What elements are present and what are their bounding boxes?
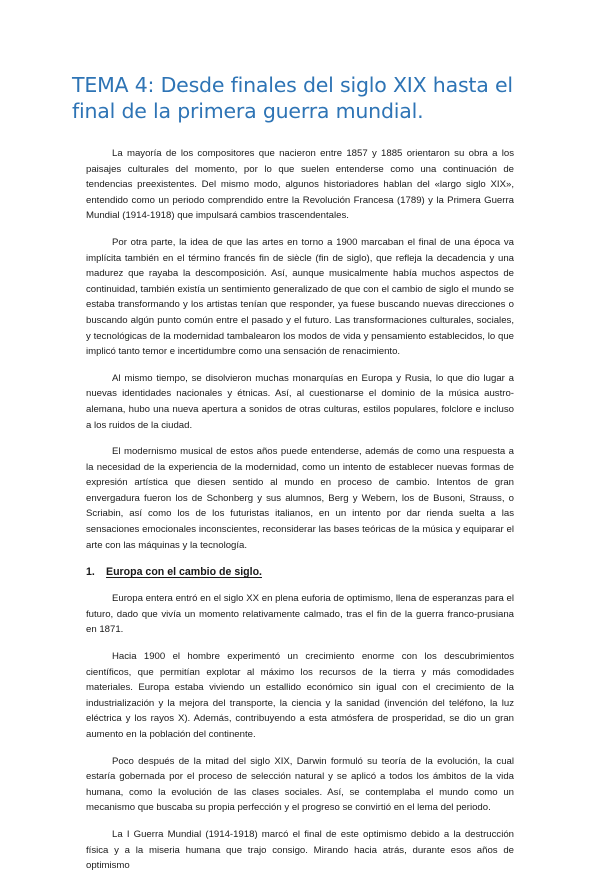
section-paragraph-1: Europa entera entró en el siglo XX en plena euforia de optimismo, llena de esperanzas para el futuro, dado que vivía un momento relativamente calmado, tras el fin de la guerra franco-prusiana en 1871.: [86, 593, 514, 636]
intro-paragraph-3: Al mismo tiempo, se disolvieron muchas monarquías en Europa y Rusia, lo que dio lugar a nuevas identidades nacionales y étnicas. Así, al cuestionarse el dominio de la música austro-alemana, hubo una nueva apertura a sonidos de otras culturas, estilos populares, folclore e incluso a los ruidos de la ciudad.: [86, 372, 514, 431]
intro-paragraph-1: La mayoría de los compositores que nacieron entre 1857 y 1885 orientaron su obra a los paisajes culturales del momento, por lo que suelen entenderse como una continuación de tendencias preexistentes. Del mismo modo, algunos historiadores hablan del «largo siglo XIX», entendido como un periodo comprendido entre la Revolución Francesa (1789) y la Primera Guerra Mundial (1914-1918) que impulsará cambios trascendentales.: [86, 148, 514, 222]
intro-paragraph-2: Por otra parte, la idea de que las artes en torno a 1900 marcaban el final de una época va implícita también en el término francés fin de siècle (fin de siglo), que refleja la decadencia y una madurez que rayaba la descomposición. Así, aunque musicalmente había muchos aspectos de continuidad, también existía un sentimiento generalizado de que con el cambio de siglo el mundo se estaba transformando y los artistas tenían que responder, ya fuese buscando nuevas direcciones o buscando algún punto común entre el pasado y el futuro. Las transformaciones culturales, sociales, y tecnológicas de la modernidad tambalearon los modos de vida y pensamiento establecidos, lo que implicó tanto temor e incertidumbre como una sensación de renacimiento.: [86, 236, 514, 358]
section-heading-label: Europa con el cambio de siglo.: [106, 566, 262, 579]
section-europa-cambio-siglo: [86, 564, 514, 874]
intro-paragraph-4: El modernismo musical de estos años puede entenderse, además de como una respuesta a la necesidad de la experiencia de la modernidad, como un intento de establecer nuevas formas de expresión artística que diesen sentido al mundo en proceso de cambio. Intentos de gran envergadura fueron los de Schonberg y sus alumnos, Berg y Webern, los de Busoni, Strauss, o Scriabin, así como los de los futuristas italianos, en un intento por dar rienda suelta a las sensaciones emocionales inconscientes, reconsiderar las bases teóricas de la música y equiparar el arte con las máquinas y la tecnología.: [86, 446, 514, 551]
section-heading: [86, 564, 514, 580]
section-number: 1.: [86, 566, 95, 579]
section-paragraph-4: La I Guerra Mundial (1914-1918) marcó el final de este optimismo debido a la destrucción física y a la miseria humana que trajo consigo. Mirando hacia atrás, durante esos años de optimismo: [86, 828, 514, 872]
intro-section: [86, 146, 514, 553]
section-paragraph-2: Hacia 1900 el hombre experimentó un crecimiento enorme con los descubrimientos científicos, que permitían explotar al máximo los recursos de la tierra y más comodidades materiales. Europa estaba viviendo un estallido económico sin igual con el crecimiento de la industrialización y la mejora del transporte, la ciencia y la sanidad (invención del teléfono, la luz eléctrica y los rayos X). Además, contribuyendo a esta atmósfera de prosperidad, se dio un gran aumento en la población del continente.: [86, 651, 514, 740]
document-title: TEMA 4: Desde finales del siglo XIX hasta el final de la primera guerra mundial.: [72, 73, 513, 123]
section-paragraph-3: Poco después de la mitad del siglo XIX, Darwin formuló su teoría de la evolución, la cual estaría gobernada por el proceso de selección natural y se aplicó a todos los ámbitos de la vida humana, como la evolución de las clases sociales. Así, se contemplaba el mundo como un mecanismo que buscaba su propia perfección y el progreso se convirtió en el lema del periodo.: [86, 755, 514, 814]
